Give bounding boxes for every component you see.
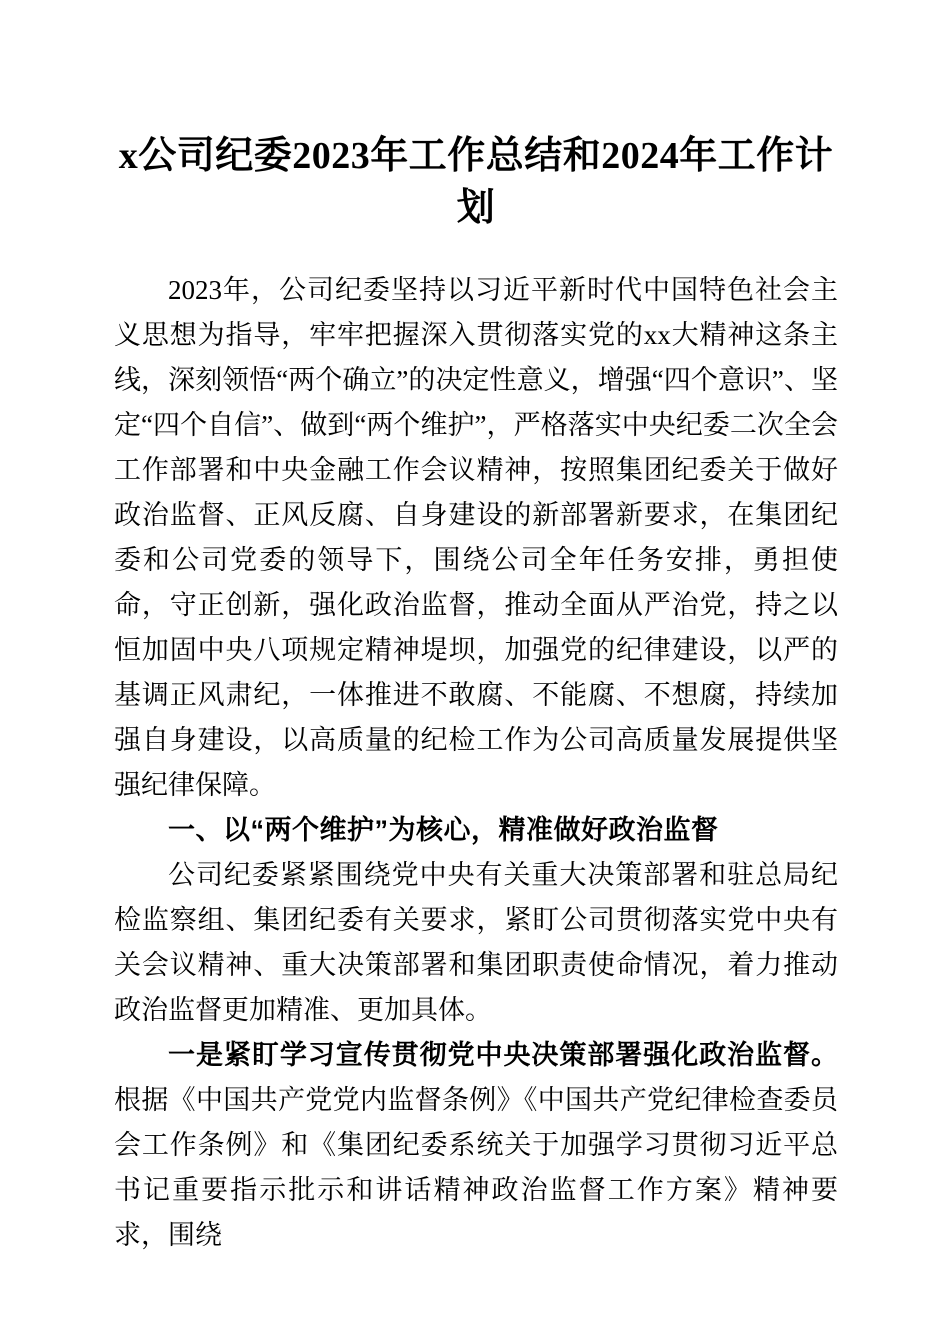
paragraph-lead-sentence: 一是紧盯学习宣传贯彻党中央决策部署强化政治监督。: [168, 1040, 838, 1071]
document-content: [0, 130, 950, 1258]
paragraph-rest: 根据《中国共产党党内监督条例》《中国共产党纪律检查委员会工作条例》和《集团纪委系统关于加强学习贯彻习近平总书记重要指示批示和讲话精神政治监督工作方案》精神要求，围绕: [114, 1085, 838, 1251]
intro-paragraph: 2023年，公司纪委坚持以习近平新时代中国特色社会主义思想为指导，牢牢把握深入贯彻落实党的xx大精神这条主线，深刻领悟“两个确立”的决定性意义，增强“四个意识”、坚定“四个自信”、做到“两个维护”，严格落实中央纪委二次全会工作部署和中央金融工作会议精神，按照集团纪委关于做好政治监督、正风反腐、自身建设的新部署新要求，在集团纪委和公司党委的领导下，围绕公司全年任务安排，勇担使命，守正创新，强化政治监督，推动全面从严治党，持之以恒加固中央八项规定精神堤坝，加强党的纪律建设，以严的基调正风肃纪，一体推进不敢腐、不能腐、不想腐，持续加强自身建设，以高质量的纪检工作为公司高质量发展提供坚强纪律保障。: [114, 275, 838, 801]
document-body: [114, 268, 838, 1258]
section-1-paragraph-1: 公司纪委紧紧围绕党中央有关重大决策部署和驻总局纪检监察组、集团纪委有关要求，紧盯公司贯彻落实党中央有关会议精神、重大决策部署和集团职责使命情况，着力推动政治监督更加精准、更加具体。: [114, 860, 838, 1026]
document-title: x公司纪委2023年工作总结和2024年工作计划: [118, 135, 834, 230]
section-1-paragraph-2: [114, 1033, 838, 1258]
section-1-heading: 一、以“两个维护”为核心，精准做好政治监督: [168, 815, 719, 846]
